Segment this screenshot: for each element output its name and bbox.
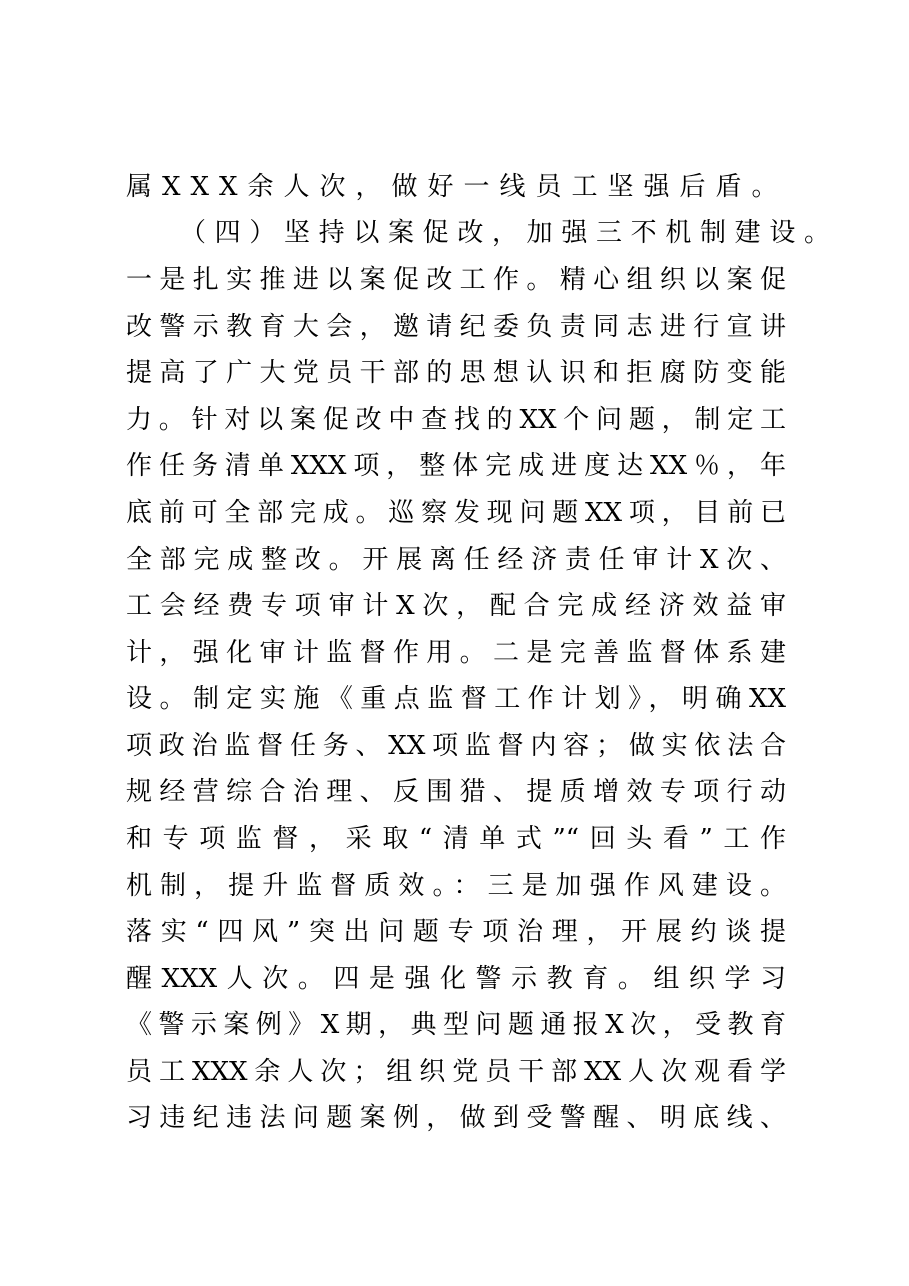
text-line: 落实“四风”突出问题专项治理，开展约谈提 [126, 917, 786, 947]
text-line: 一是扎实推进以案促改工作。精心组织以案促 [126, 265, 786, 295]
text-line: 工会经费专项审计X次，配合完成经济效益审 [126, 591, 786, 621]
text-line: 计，强化审计监督作用。二是完善监督体系建 [126, 638, 786, 668]
text-line: 项政治监督任务、XX项监督内容；做实依法合 [126, 731, 786, 761]
text-line: 提高了广大党员干部的思想认识和拒腐防变能 [126, 358, 786, 388]
text-line: 规经营综合治理、反围猎、提质增效专项行动 [126, 777, 786, 807]
text-line: 员工XXX余人次；组织党员干部XX人次观看学 [126, 1057, 786, 1087]
text-line: 习违纪违法问题案例，做到受警醒、明底线、 [126, 1103, 786, 1133]
text-line: 改警示教育大会，邀请纪委负责同志进行宣讲 [126, 312, 786, 342]
section-heading: （四）坚持以案促改，加强三不机制建设。 [180, 218, 830, 248]
text-line: 属XXX余人次，做好一线员工坚强后盾。 [126, 172, 788, 202]
text-line: 作任务清单XXX项，整体完成进度达XX％，年 [126, 451, 786, 481]
text-line: 力。针对以案促改中查找的XX个问题，制定工 [126, 405, 786, 435]
text-line: 醒XXX人次。四是强化警示教育。组织学习 [126, 964, 786, 994]
text-line: 设。制定实施《重点监督工作计划》，明确XX [126, 684, 786, 714]
text-line: 底前可全部完成。巡察发现问题XX项，目前已 [126, 498, 786, 528]
text-line: 和专项监督，采取“清单式”“回头看”工作 [126, 824, 786, 854]
text-line: 全部完成整改。开展离任经济责任审计X次、 [126, 545, 786, 575]
text-line: 《警示案例》X期，典型问题通报X次，受教育 [126, 1010, 786, 1040]
text-line: 机制，提升监督质效。：三是加强作风建设。 [126, 871, 786, 901]
